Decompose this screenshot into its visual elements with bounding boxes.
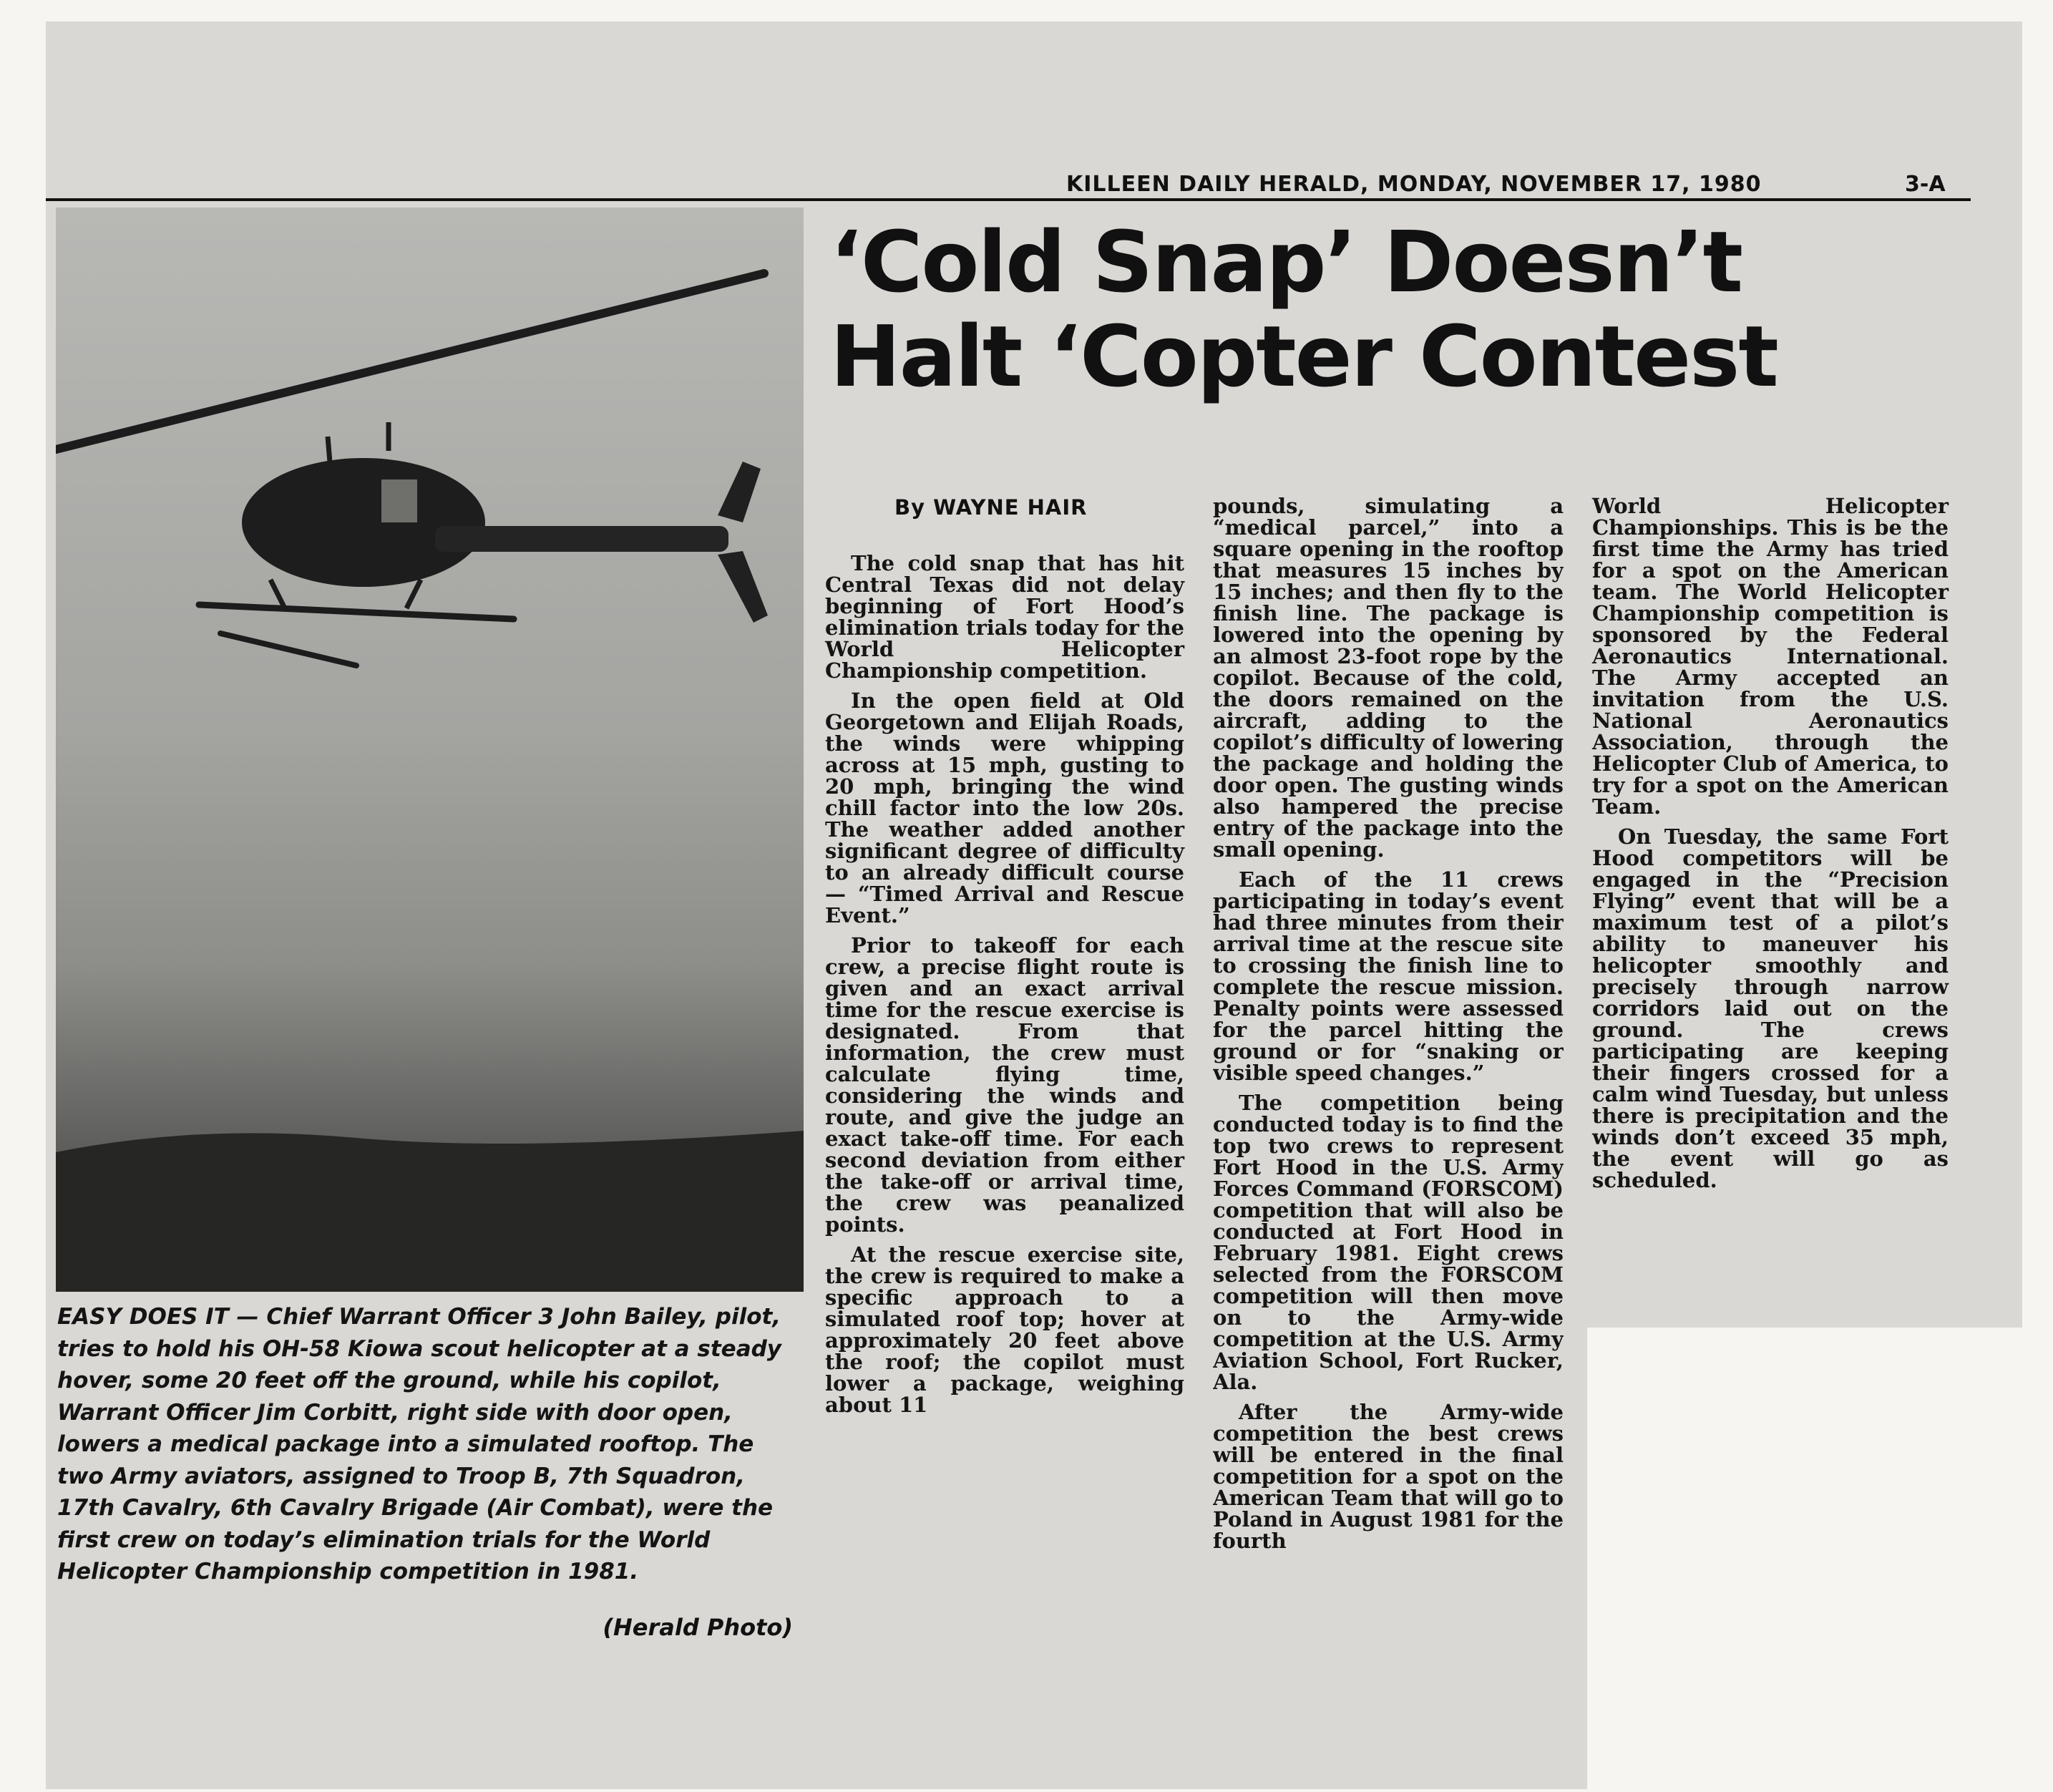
helicopter-body <box>242 458 485 587</box>
paragraph: At the rescue exercise site, the crew is required to make a specific approach to a simulated roof top; hover at approximately 20 feet above the roof; the copilot must lower a package, weighing about 11 <box>825 1242 1184 1417</box>
paragraph: After the Army-wide competition the best crews will be entered in the final competition for a spot on the American Team that will go to Poland in August 1981 for the fourth <box>1213 1400 1564 1553</box>
article-column-3 <box>1592 495 1949 1199</box>
ground-area <box>56 1131 804 1292</box>
helicopter-door <box>381 479 417 522</box>
paragraph: World Helicopter Championships. This is be the first time the Army has tried for a spot on the American team. The World Helicopter Championship competition is sponsored by the Federal Aeronautics International. The Army accepted an invitation from the U.S. National Aeronautics Association, through the Helicopter Club of America, to try for a spot on the American Team. <box>1592 494 1949 819</box>
headline <box>830 215 1946 404</box>
photo-caption: EASY DOES IT — Chief Warrant Officer 3 John Bailey, pilot, tries to hold his OH-58 Kiowa scout helicopter at a steady hover, some 20 feet off the ground, while his copilot, Warrant Officer Jim Corbitt, right side with door open, lowers a medical package into a simulated rooftop. The two Army aviators, assigned to Troop B, 7th Squadron, 17th Cavalry, 6th Cavalry Brigade (Air Combat), were the first crew on today’s elimination trials for the World Helicopter Championship competition in 1981. <box>57 1304 782 1584</box>
landing-skid-front <box>199 605 514 619</box>
tail-boom <box>435 526 728 552</box>
headline-line-1: ‘Cold Snap’ Doesn’t <box>830 213 1742 311</box>
paragraph: Prior to takeoff for each crew, a precise flight route is given and an exact arrival time for the rescue exercise is designated. From that information, the crew must calculate flying time, considering the winds and route, and give the judge an exact take-off time. For each second deviation from either the take-off or arrival time, the crew was peanalized points. <box>825 933 1184 1237</box>
skid-strut-1 <box>270 580 285 608</box>
caption-lead: EASY DOES IT <box>57 1304 229 1330</box>
caption-body: Chief Warrant Officer 3 John Bailey, pilot, tries to hold his OH-58 Kiowa scout helicopter at a steady hover, some 20 feet off the ground, while his copilot, Warrant Officer Jim Corbitt, right side with door open, lowers a medical package into a simulated rooftop. The two Army aviators, assigned to Troop B, 7th Squadron, 17th Cavalry, 6th Cavalry Brigade (Air Combat), were the first crew on today’s elimination trials for the World Helicopter Championship competition in 1981. <box>57 1304 782 1584</box>
article-column-1 <box>825 552 1184 1424</box>
byline: By WAYNE HAIR <box>894 495 1088 520</box>
paragraph: The cold snap that has hit Central Texas did not delay beginning of Fort Hood’s elimination trials today for the World Helicopter Championship competition. <box>825 551 1184 683</box>
headline-line-2: Halt ‘Copter Contest <box>830 307 1778 406</box>
masthead: KILLEEN DAILY HERALD, MONDAY, NOVEMBER 17, 1980 <box>1066 172 1762 197</box>
paragraph: In the open field at Old Georgetown and Elijah Roads, the winds were whipping across at 15 mph, gusting to 20 mph, bringing the wind chill factor into the low 20s. The weather added another significant degree of difficulty to an already difficult course — “Timed Arrival and Rescue Event.” <box>825 688 1184 927</box>
page-number: 3-A <box>1905 172 1946 197</box>
skid-strut-2 <box>406 580 421 608</box>
rotor-blade <box>56 273 764 449</box>
masthead-rule <box>46 198 1971 201</box>
helicopter-illustration <box>56 208 804 1292</box>
tail-fin-upper <box>718 462 761 522</box>
photo-credit: (Herald Photo) <box>603 1614 793 1641</box>
clipping-cutout <box>1587 1328 2053 1792</box>
paragraph: Each of the 11 crews participating in today’s event had three minutes from their arrival time at the rescue site to crossing the finish line to complete the rescue mission. Penalty points were assessed for the parcel hitting the ground or for “snaking or visible speed changes.” <box>1213 867 1564 1085</box>
tail-fin-lower <box>718 551 768 623</box>
paragraph: On Tuesday, the same Fort Hood competitors will be engaged in the “Precision Flying” event that will be a maximum test of a pilot’s ability to maneuver his helicopter smoothly and precisely through narrow corridors laid out on the ground. The crews participating are keeping their fingers crossed for a calm wind Tuesday, but unless there is precipitation and the winds don’t exceed 35 mph, the event will go as scheduled. <box>1592 824 1949 1192</box>
helicopter-photo <box>56 208 804 1292</box>
paragraph: The competition being conducted today is to find the top two crews to represent Fort Hood in the U.S. Army Forces Command (FORSCOM) competition that will also be conducted at Fort Hood in February 1981. Eight crews selected from the FORSCOM competition will then move on to the Army-wide competition at the U.S. Army Aviation School, Fort Rucker, Ala. <box>1213 1091 1564 1394</box>
landing-skid-rear <box>220 633 356 666</box>
article-column-2 <box>1213 495 1564 1755</box>
paragraph: pounds, simulating a “medical parcel,” into a square opening in the rooftop that measures 15 inches by 15 inches; and then fly to the finish line. The package is lowered into the opening by an almost 23-foot rope by the copilot. Because of the cold, the doors remained on the aircraft, adding to the copilot’s difficulty of lowering the package and holding the door open. The gusting winds also hampered the precise entry of the package into the small opening. <box>1213 495 1564 862</box>
